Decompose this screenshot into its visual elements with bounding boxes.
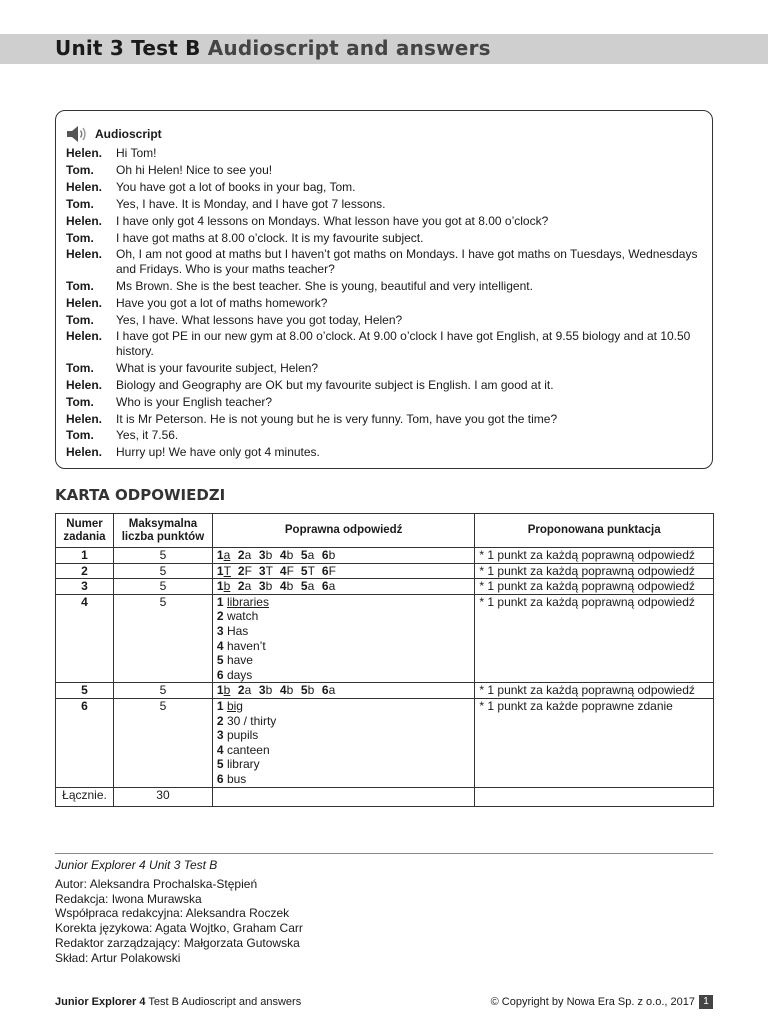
- speaker-name: Helen.: [66, 247, 103, 262]
- answer-item-number: 4: [216, 742, 224, 757]
- answer-item: [259, 564, 280, 579]
- footer-title: [55, 996, 301, 1008]
- correct-answer: [212, 579, 474, 595]
- dialogue-text: Have you got a lot of maths homework?: [116, 295, 328, 310]
- answer-item: [217, 564, 238, 579]
- answer-item-value: b: [286, 548, 294, 562]
- page-number: 1: [699, 995, 713, 1009]
- answer-item: [238, 548, 259, 563]
- answer-item-value: b: [265, 579, 273, 594]
- page-title: [55, 36, 491, 60]
- dialogue-text: Yes, I have. What lessons have you got today, Helen?: [116, 312, 403, 327]
- header-max: Maksymalna liczba punktów: [113, 514, 212, 548]
- answer-item: [301, 564, 322, 579]
- answer-item-value: a: [328, 579, 336, 594]
- dialogue-line: [66, 361, 706, 375]
- answer-item-number: 2: [237, 563, 245, 578]
- dialogue-text: It is Mr Peterson. He is not young but he is very funny. Tom, have you got the time?: [116, 411, 558, 426]
- dialogue-line: [66, 279, 706, 293]
- answer-item-value: Has: [226, 623, 249, 638]
- speaker-name: Helen.: [66, 213, 103, 228]
- dialogue-text: You have got a lot of books in your bag, Tom.: [116, 179, 356, 194]
- total-label: Łącznie.: [56, 787, 114, 806]
- task-number: 6: [56, 698, 114, 787]
- header-points: Proponowana punktacja: [475, 514, 714, 548]
- answer-item: [217, 609, 470, 624]
- task-number: 4: [56, 594, 114, 683]
- answer-item-number: 1: [216, 548, 224, 562]
- speaker-name: Tom.: [66, 394, 94, 409]
- dialogue-line: [66, 247, 706, 276]
- speaker-icon: [66, 125, 90, 143]
- answer-item-value: 30 / thirty: [226, 713, 277, 728]
- answer-item: [217, 683, 238, 698]
- answer-item-value: a: [244, 548, 252, 562]
- answer-item-value: libraries: [226, 594, 269, 609]
- answer-item-value: haven’t: [226, 638, 266, 653]
- answer-item: [301, 579, 322, 594]
- answer-item-number: 3: [258, 683, 266, 698]
- dialogue-line: [66, 163, 706, 177]
- answer-item-value: b: [265, 548, 273, 562]
- answer-item-number: 5: [216, 653, 224, 668]
- max-points: 5: [113, 548, 212, 564]
- answer-item-number: 4: [279, 548, 287, 562]
- answer-item-value: days: [226, 667, 253, 682]
- answer-item-number: 1: [216, 698, 224, 713]
- copyright: © Copyright by Nowa Era Sp. z o.o., 2017: [490, 996, 695, 1008]
- divider: [55, 853, 713, 854]
- audioscript-heading: [66, 125, 162, 143]
- dialogue-text: I have got maths at 8.00 o’clock. It is my favourite subject.: [116, 230, 424, 245]
- dialogue-text: Yes, it 7.56.: [116, 428, 179, 443]
- answer-item-value: F: [286, 563, 294, 578]
- suggested-scoring: * 1 punkt za każdą poprawną odpowiedź: [475, 683, 714, 699]
- answer-item-number: 2: [237, 683, 245, 698]
- answer-item: [322, 548, 343, 563]
- answer-item-value: b: [328, 548, 336, 562]
- answer-item: [322, 683, 343, 698]
- dialogue-text: Ms Brown. She is the best teacher. She is young, beautiful and very intelligent.: [116, 278, 533, 293]
- speaker-name: Tom.: [66, 196, 94, 211]
- credits-title: Junior Explorer 4 Unit 3 Test B: [55, 858, 218, 872]
- speaker-name: Tom.: [66, 162, 94, 177]
- table-row: [56, 698, 714, 787]
- answer-item-value: canteen: [226, 742, 270, 757]
- audioscript-label: Audioscript: [95, 127, 162, 141]
- answer-item: [217, 699, 470, 714]
- answer-item-value: a: [307, 548, 315, 562]
- answer-item-number: 1: [216, 563, 224, 578]
- answer-item: [217, 548, 238, 563]
- answer-item-number: 6: [216, 771, 224, 786]
- answer-item: [217, 579, 238, 594]
- total-row: [56, 787, 714, 806]
- answer-item: [217, 595, 470, 610]
- answer-item-value: library: [226, 757, 260, 772]
- answer-item-value: have: [226, 653, 253, 668]
- correct-answer: [212, 698, 474, 787]
- table-row: [56, 579, 714, 595]
- answer-item-number: 4: [279, 563, 287, 578]
- answer-item-number: 2: [237, 548, 245, 562]
- speaker-name: Tom.: [66, 312, 94, 327]
- answer-item: [259, 683, 280, 698]
- speaker-name: Tom.: [66, 278, 94, 293]
- answer-item: [322, 564, 343, 579]
- dialogue-text: Hurry up! We have only got 4 minutes.: [116, 445, 320, 460]
- credits-line: Autor: Aleksandra Prochalska-Stępień: [55, 876, 258, 891]
- page-title-rest: Audioscript and answers: [207, 36, 491, 60]
- footer: [55, 996, 713, 1010]
- max-points: 5: [113, 683, 212, 699]
- answer-item-value: a: [328, 683, 336, 698]
- answer-item-value: F: [244, 563, 252, 578]
- table-row: [56, 594, 714, 683]
- answer-item-value: b: [223, 683, 231, 698]
- answer-item-number: 3: [216, 623, 224, 638]
- dialogue-line: [66, 395, 706, 409]
- total-empty-cell: [475, 787, 714, 806]
- answer-item: [280, 548, 301, 563]
- dialogue-line: [66, 412, 706, 426]
- credits-line: Korekta językowa: Agata Wojtko, Graham Carr: [55, 921, 303, 936]
- answer-item-number: 2: [216, 609, 224, 624]
- task-number: 1: [56, 548, 114, 564]
- speaker-name: Helen.: [66, 377, 103, 392]
- answer-item-number: 5: [300, 548, 308, 562]
- answer-item-number: 5: [216, 757, 224, 772]
- dialogue-line: [66, 313, 706, 327]
- dialogue-line: [66, 214, 706, 228]
- dialogue-line: [66, 378, 706, 392]
- total-value: 30: [113, 787, 212, 806]
- dialogue-text: Oh, I am not good at maths but I haven’t got maths on Mondays. I have got maths on Tuesdays, Wednesdays and Fridays. Who is your maths teacher?: [116, 247, 698, 276]
- suggested-scoring: * 1 punkt za każdą poprawną odpowiedź: [475, 563, 714, 579]
- footer-title-rest: Test B Audioscript and answers: [145, 996, 302, 1008]
- answer-item-number: 5: [300, 683, 308, 698]
- answer-item-value: T: [223, 563, 231, 578]
- answer-item: [301, 548, 322, 563]
- speaker-name: Helen.: [66, 411, 103, 426]
- answer-table: [55, 513, 714, 807]
- table-row: [56, 548, 714, 564]
- answer-item-value: b: [307, 683, 315, 698]
- answer-item: [280, 564, 301, 579]
- speaker-name: Helen.: [66, 329, 103, 344]
- answer-item-number: 5: [300, 579, 308, 594]
- answer-item-value: a: [307, 579, 315, 594]
- dialogue-text: Biology and Geography are OK but my favourite subject is English. I am good at it.: [116, 377, 554, 392]
- answer-item: [238, 579, 259, 594]
- dialogue-line: [66, 445, 706, 459]
- answer-item-value: T: [265, 563, 273, 578]
- task-number: 2: [56, 563, 114, 579]
- answer-item-number: 6: [216, 667, 224, 682]
- answer-item: [217, 624, 470, 639]
- correct-answer: [212, 594, 474, 683]
- dialogue-line: [66, 146, 706, 160]
- table-row: [56, 683, 714, 699]
- credits-line: Skład: Artur Polakowski: [55, 950, 181, 965]
- answer-item-number: 5: [300, 563, 308, 578]
- answer-item-number: 6: [321, 548, 329, 562]
- max-points: 5: [113, 579, 212, 595]
- answer-item-number: 3: [258, 563, 266, 578]
- credits-line: Redakcja: Iwona Murawska: [55, 891, 202, 906]
- speaker-name: Tom.: [66, 428, 94, 443]
- answer-item-number: 3: [258, 579, 266, 594]
- answer-item: [301, 683, 322, 698]
- answer-item-value: b: [223, 579, 231, 594]
- answer-item: [238, 683, 259, 698]
- speaker-name: Tom.: [66, 230, 94, 245]
- dialogue-text: Oh hi Helen! Nice to see you!: [116, 162, 273, 177]
- answer-item-value: b: [286, 579, 294, 594]
- answer-item-value: b: [286, 683, 294, 698]
- answer-item: [217, 668, 470, 683]
- dialogue-text: I have only got 4 lessons on Mondays. What lesson have you got at 8.00 o’clock?: [116, 213, 549, 228]
- dialogue-line: [66, 428, 706, 442]
- answer-item-number: 1: [216, 579, 224, 594]
- dialogue-line: [66, 197, 706, 211]
- answer-item: [259, 548, 280, 563]
- speaker-name: Helen.: [66, 295, 103, 310]
- credits-line: Współpraca redakcyjna: Aleksandra Roczek: [55, 906, 290, 921]
- dialogue-text: What is your favourite subject, Helen?: [116, 360, 319, 375]
- answer-item-value: a: [223, 548, 231, 562]
- answer-item: [280, 683, 301, 698]
- dialogue-text: Who is your English teacher?: [116, 394, 273, 409]
- suggested-scoring: * 1 punkt za każdą poprawną odpowiedź: [475, 594, 714, 683]
- speaker-name: Helen.: [66, 445, 103, 460]
- table-row: [56, 563, 714, 579]
- dialogue-text: I have got PE in our new gym at 8.00 o’clock. At 9.00 o’clock I have got English, at 9.55 biology and at 10.50 history.: [116, 329, 691, 358]
- speaker-name: Helen.: [66, 179, 103, 194]
- max-points: 5: [113, 563, 212, 579]
- max-points: 5: [113, 698, 212, 787]
- speaker-name: Helen.: [66, 146, 103, 160]
- answer-item: [217, 772, 470, 787]
- header-num: Numer zadania: [56, 514, 114, 548]
- answer-item: [259, 579, 280, 594]
- table-header-row: [56, 514, 714, 548]
- answer-item-value: F: [328, 563, 336, 578]
- answer-item: [238, 564, 259, 579]
- task-number: 3: [56, 579, 114, 595]
- correct-answer: [212, 548, 474, 564]
- answer-item-value: a: [244, 683, 252, 698]
- correct-answer: [212, 683, 474, 699]
- answer-item: [217, 757, 470, 772]
- answer-item-number: 6: [321, 579, 329, 594]
- answer-item: [322, 579, 343, 594]
- dialogue-line: [66, 329, 706, 358]
- answer-item: [217, 653, 470, 668]
- answer-item-value: bus: [226, 771, 247, 786]
- dialogue-text: Hi Tom!: [116, 146, 157, 160]
- answer-item-number: 1: [216, 683, 224, 698]
- answer-item: [217, 714, 470, 729]
- answer-item-value: big: [226, 698, 243, 713]
- task-number: 5: [56, 683, 114, 699]
- dialogue: [66, 146, 706, 462]
- answer-key-heading: KARTA ODPOWIEDZI: [55, 486, 226, 504]
- answer-item-number: 1: [216, 594, 224, 609]
- answer-item-number: 6: [321, 563, 329, 578]
- answer-item-number: 4: [279, 579, 287, 594]
- answer-item-value: b: [265, 683, 273, 698]
- answer-item-value: T: [307, 563, 315, 578]
- speaker-name: Tom.: [66, 360, 94, 375]
- suggested-scoring: * 1 punkt za każde poprawne zdanie: [475, 698, 714, 787]
- answer-item-number: 4: [279, 683, 287, 698]
- correct-answer: [212, 563, 474, 579]
- dialogue-line: [66, 296, 706, 310]
- answer-item-number: 2: [216, 713, 224, 728]
- suggested-scoring: * 1 punkt za każdą poprawną odpowiedź: [475, 548, 714, 564]
- dialogue-text: Yes, I have. It is Monday, and I have got 7 lessons.: [116, 196, 386, 211]
- answer-item-value: a: [244, 579, 252, 594]
- answer-item: [217, 639, 470, 654]
- answer-item-value: watch: [226, 609, 259, 624]
- dialogue-line: [66, 231, 706, 245]
- header-answer: Poprawna odpowiedź: [212, 514, 474, 548]
- answer-item-number: 2: [237, 579, 245, 594]
- credits: [55, 858, 303, 966]
- answer-item-number: 6: [321, 683, 329, 698]
- answer-item: [280, 579, 301, 594]
- footer-title-bold: Junior Explorer 4: [55, 996, 146, 1008]
- suggested-scoring: * 1 punkt za każdą poprawną odpowiedź: [475, 579, 714, 595]
- answer-item-number: 3: [216, 728, 224, 743]
- total-empty-cell: [212, 787, 474, 806]
- answer-item-value: pupils: [226, 728, 259, 743]
- answer-item: [217, 728, 470, 743]
- page-title-bold: Unit 3 Test B: [55, 36, 201, 60]
- credits-line: Redaktor zarządzający: Małgorzata Gutowska: [55, 935, 300, 950]
- answer-item-number: 4: [216, 638, 224, 653]
- dialogue-line: [66, 180, 706, 194]
- max-points: 5: [113, 594, 212, 683]
- answer-item: [217, 743, 470, 758]
- answer-item-number: 3: [258, 548, 266, 562]
